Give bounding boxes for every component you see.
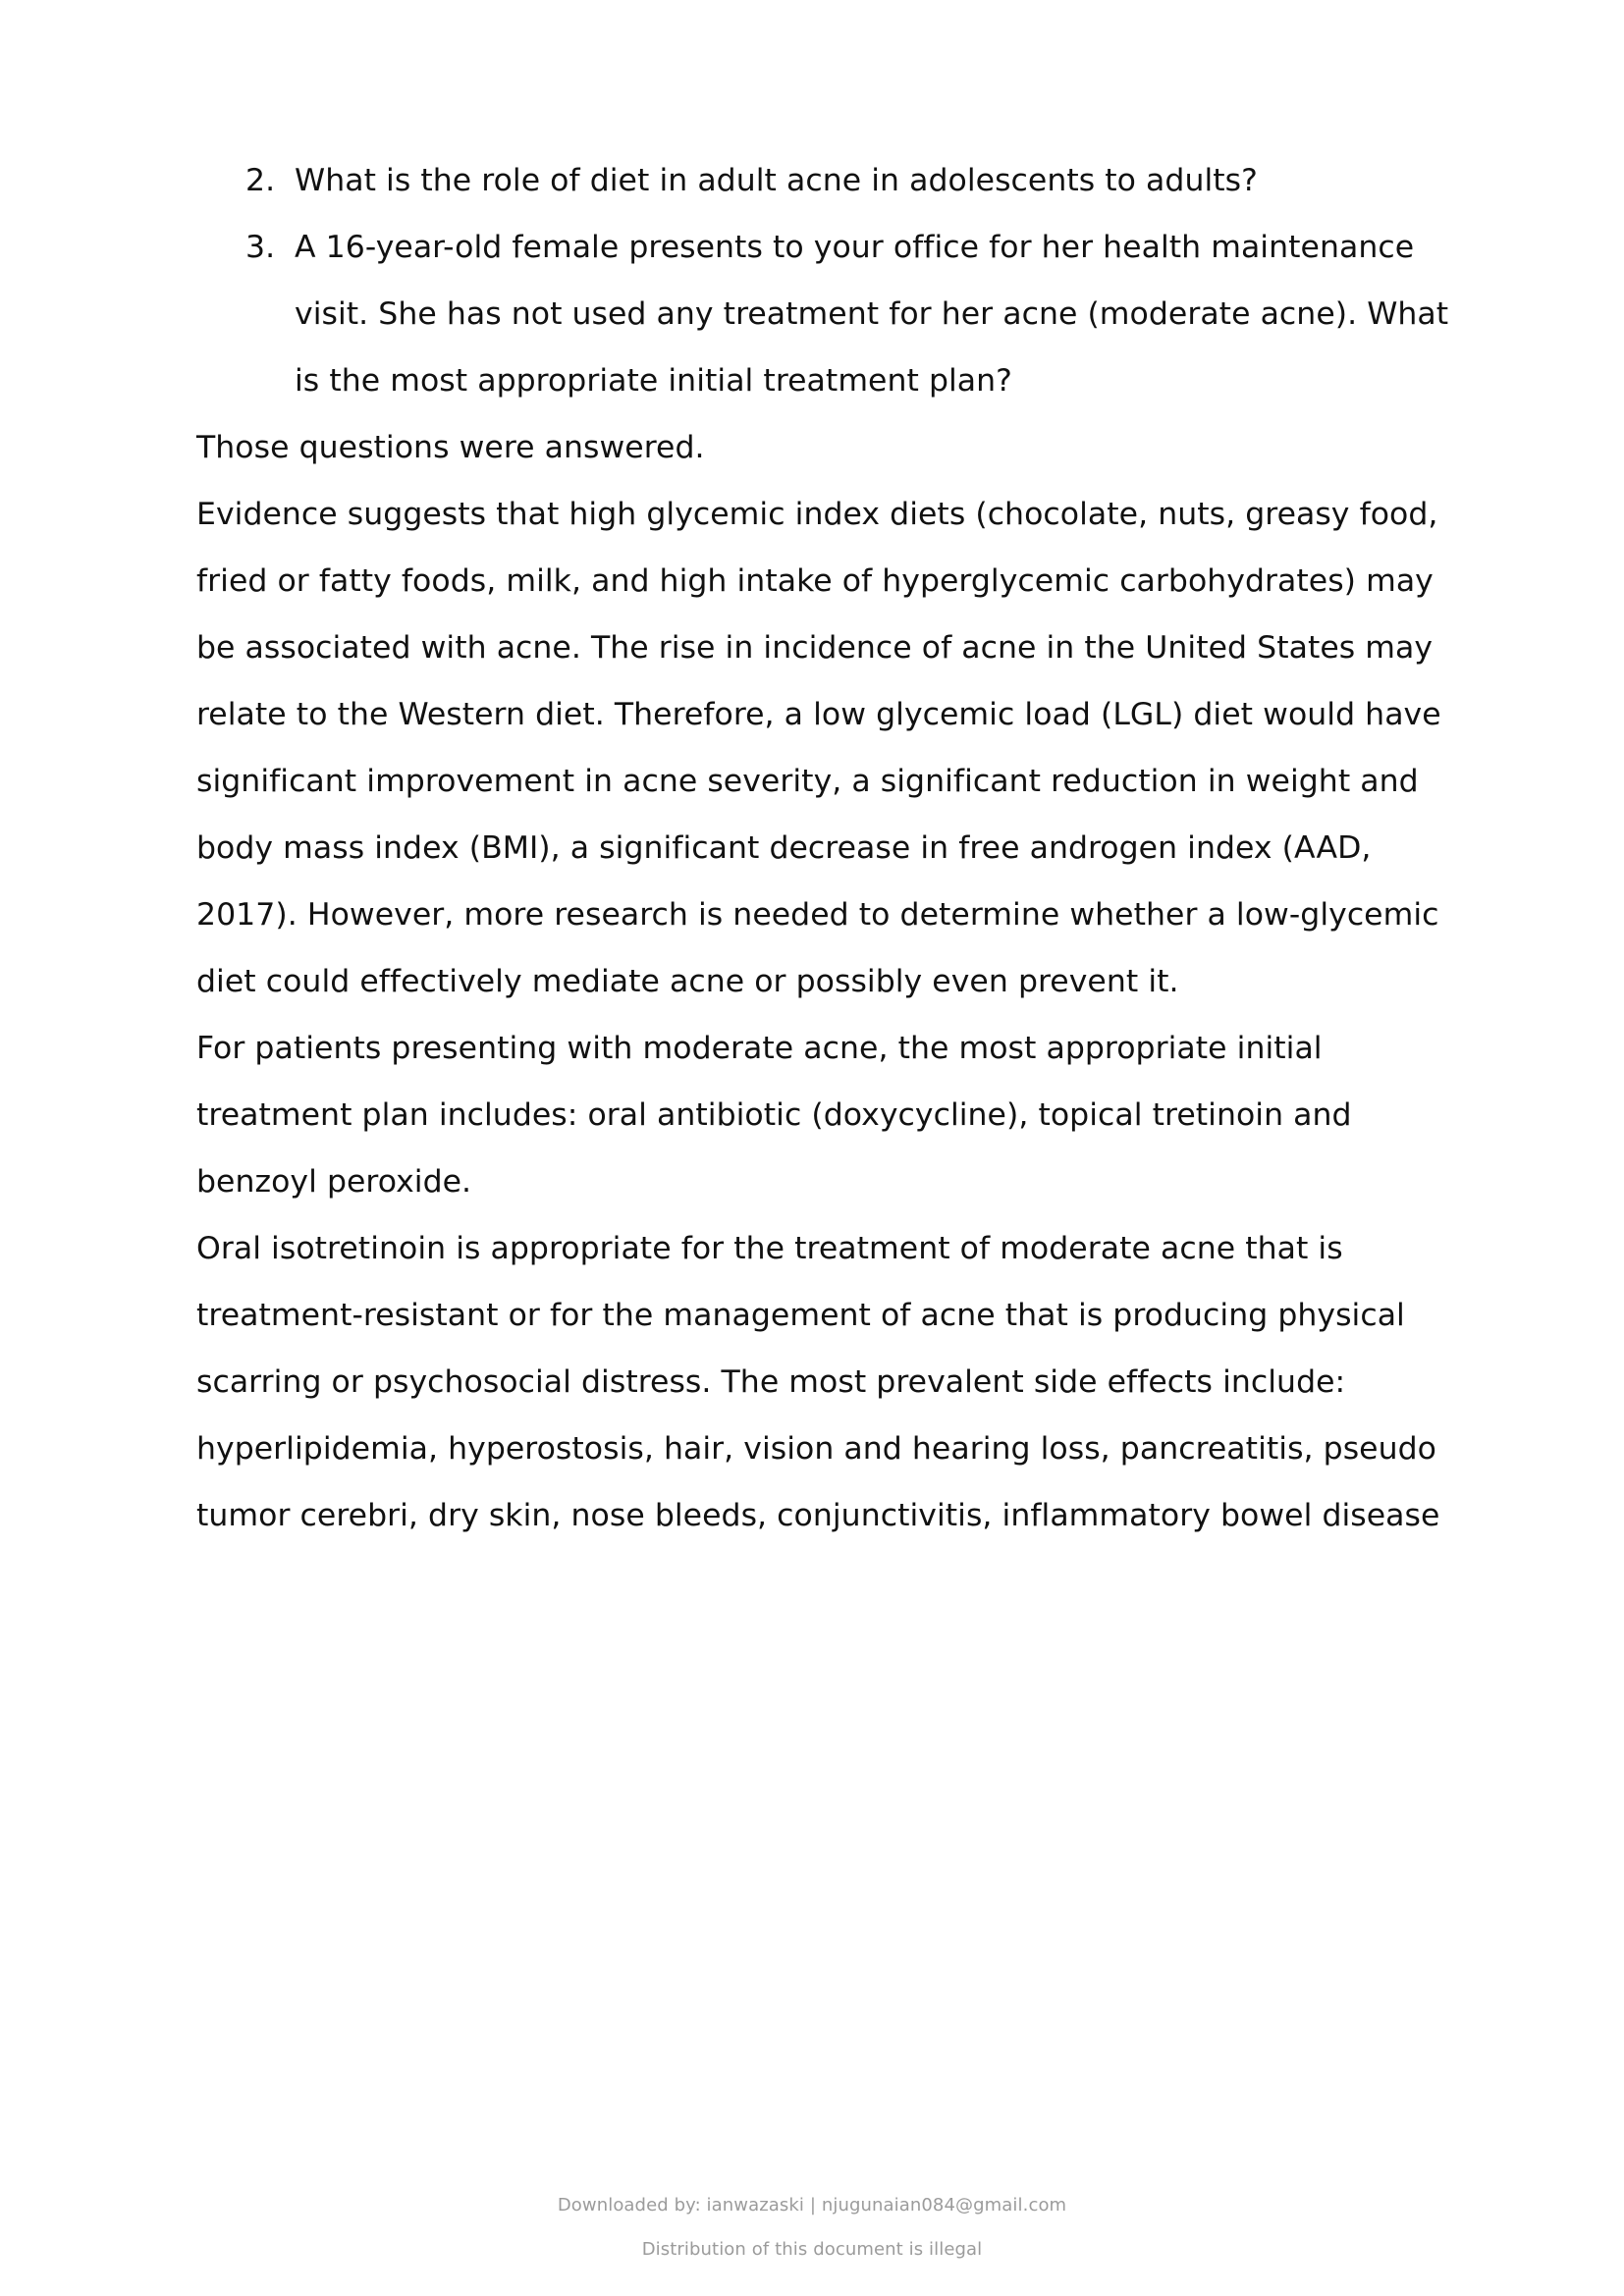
list-item [196,147,1473,214]
list-item-text: What is the role of diet in adult acne in adolescents to adults? [295,163,1258,198]
list-item-marker: 2. [245,163,276,198]
document-content [196,147,1473,1549]
question-list [196,147,1473,414]
list-item-text: A 16-year-old female presents to your office for her health maintenance visit. She has not used any treatment for her acne (moderate acne). What is the most appropriate initial treatment plan? [295,230,1449,399]
list-item-marker: 3. [245,230,276,265]
list-item [196,214,1473,414]
footer-downloaded-by: Downloaded by: ianwazaski | njugunaian084@gmail.com [557,2195,1067,2216]
paragraph-answered-note: Those questions were answered. [196,430,705,465]
paragraph-diet-evidence: Evidence suggests that high glycemic index diets (chocolate, nuts, greasy food, fried or fatty foods, milk, and high intake of hyperglycemic carbohydrates) may be associated with acne. The rise in incidence of acne in the United States may relate to the Western diet. Therefore, a low glycemic load (LGL) diet would have significant improvement in acne severity, a significant reduction in weight and body mass index (BMI), a significant decrease in free androgen index (AAD, 2017). However, more research is needed to determine whether a low-glycemic diet could effectively mediate acne or possibly even prevent it. [196,497,1441,999]
paragraph-isotretinoin-info: Oral isotretinoin is appropriate for the treatment of moderate acne that is treatment-resistant or for the management of acne that is producing physical scarring or psychosocial distress. The most prevalent side effects include: hyperlipidemia, hyperostosis, hair, vision and hearing loss, pancreatitis, pseudo tumor cerebri, dry skin, nose bleeds, conjunctivitis, inflammatory bowel disease [196,1231,1440,1533]
page-footer [0,2191,1624,2265]
paragraph-moderate-acne-plan: For patients presenting with moderate acne, the most appropriate initial treatment plan includes: oral antibiotic (doxycycline), topical tretinoin and benzoyl peroxide. [196,1031,1352,1200]
footer-distribution-notice: Distribution of this document is illegal [641,2239,983,2260]
